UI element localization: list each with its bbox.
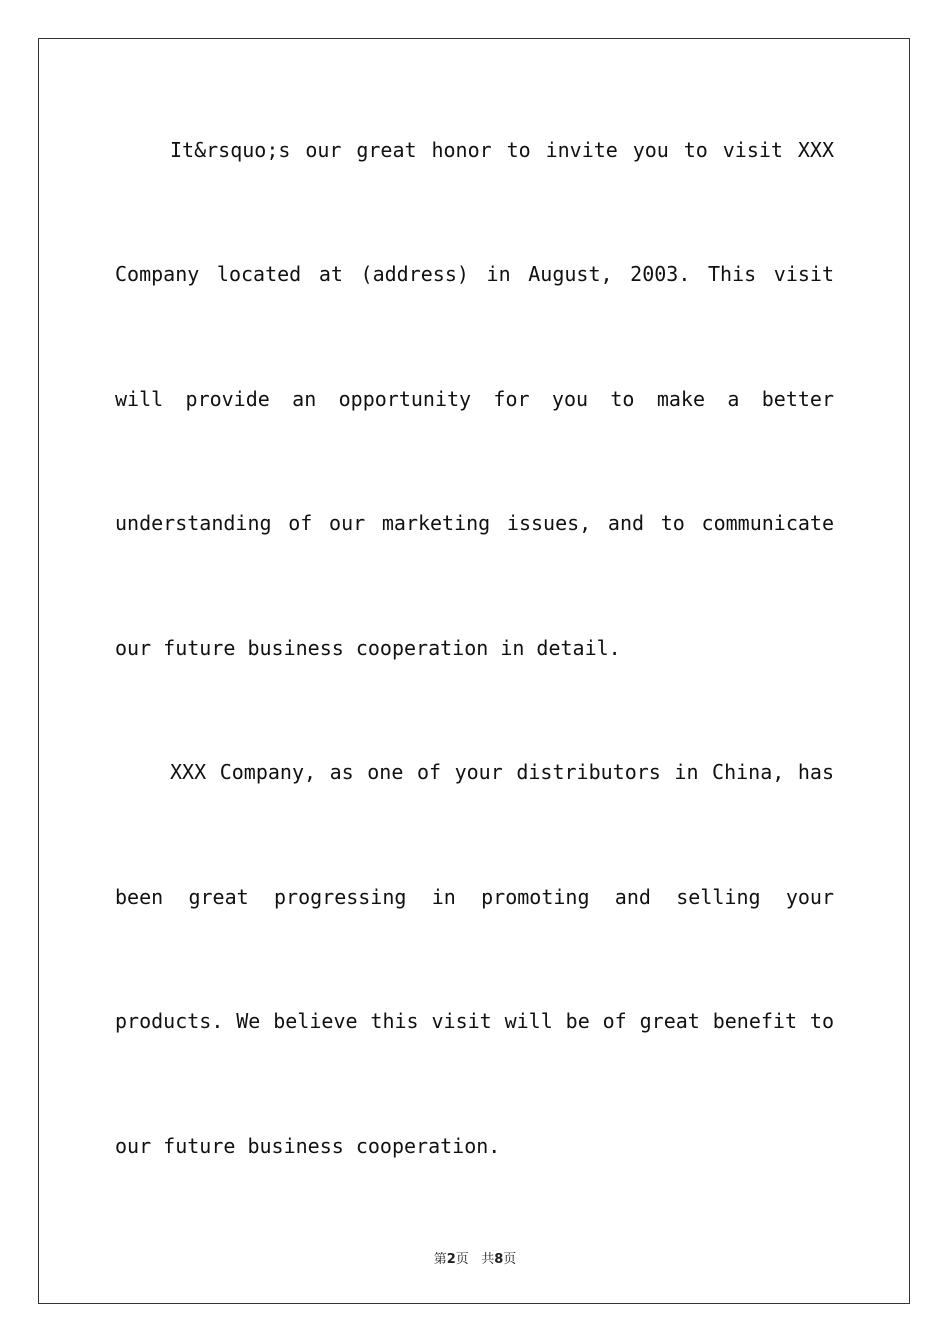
page-suffix: 页: [455, 1252, 469, 1267]
total-pages: 8: [494, 1252, 504, 1267]
page-border: [38, 38, 910, 1304]
total-suffix: 页: [503, 1252, 517, 1267]
paragraph-1-line-2: Company located at (address) in August, 2003. This visit: [115, 262, 834, 286]
paragraph-1-line-5: our future business cooperation in detail.: [115, 636, 621, 660]
paragraph-1-line-4: understanding of our marketing issues, and to communicate: [115, 511, 834, 535]
paragraph-1-line-1: It&rsquo;s our great honor to invite you to visit XXX: [170, 138, 834, 162]
paragraph-2-line-4: our future business cooperation.: [115, 1134, 501, 1158]
paragraph-2-line-3: products. We believe this visit will be of great benefit to: [115, 1009, 834, 1033]
paragraph-2-line-2: been great progressing in promoting and selling your: [115, 885, 834, 909]
page-footer: [0, 1248, 950, 1267]
total-prefix: 共: [481, 1252, 495, 1267]
page-prefix: 第: [433, 1252, 447, 1267]
paragraph-1-line-3: will provide an opportunity for you to make a better: [115, 387, 834, 411]
page-number: 2: [446, 1252, 456, 1267]
paragraph-2-line-1: XXX Company, as one of your distributors in China, has: [170, 760, 834, 784]
